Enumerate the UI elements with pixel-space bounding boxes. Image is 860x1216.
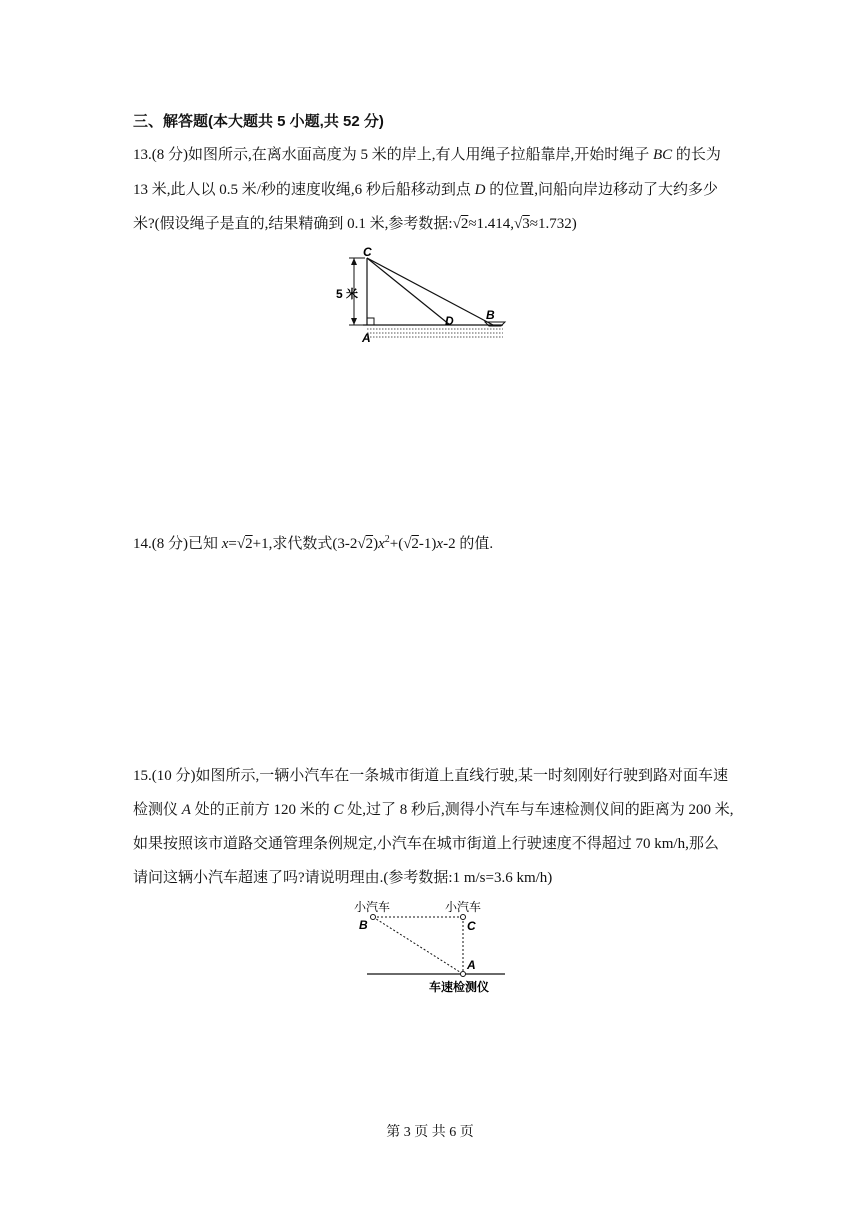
q15-line-4: 请问这辆小汽车超速了吗?请说明理由.(参考数据:1 m/s=3.6 km/h) — [133, 870, 553, 886]
q14-line: 14.(8 分)已知 x=√2+1,求代数式$(3-2√2)x^2+(√2-1)x-2$ 的值. — [133, 534, 494, 552]
section-heading: 三、解答题(本大题共 5 小题,共 52 分) — [133, 113, 384, 130]
arrow-up-icon — [351, 258, 357, 265]
label-height: 5 米 — [336, 287, 359, 301]
point-a — [461, 972, 466, 977]
point-c — [461, 915, 466, 920]
page-footer: 第 3 页 共 6 页 — [386, 1125, 474, 1140]
q15-line-3: 如果按照该市道路交通管理条例规定,小汽车在城市街道上行驶速度不得超过 70 km/h,那么 — [133, 836, 719, 852]
label-c: C — [363, 245, 372, 259]
segment-ba — [373, 917, 463, 974]
q15-figure — [345, 898, 515, 998]
q13-line-3: 米?(假设绳子是直的,结果精确到 0.1 米,参考数据:√2≈1.414,√3≈1.732) — [133, 216, 577, 232]
q13-figure — [335, 245, 520, 345]
q13-line-1: 13.(8 分)如图所示,在离水面高度为 5 米的岸上,有人用绳子拉船靠岸,开始时绳子 BC 的长为 — [133, 147, 721, 163]
q15-line-1: 15.(10 分)如图所示,一辆小汽车在一条城市街道上直线行驶,某一时刻刚好行驶到路对面车速 — [133, 768, 728, 784]
q13-line-2: 13 米,此人以 0.5 米/秒的速度收绳,6 秒后船移动到点 D 的位置,问船向岸边移动了大约多少 — [133, 182, 719, 198]
right-angle-mark — [367, 318, 374, 325]
label-a: A — [362, 331, 371, 345]
q15-line-2: 检测仪 A 处的正前方 120 米的 C 处,过了 8 秒后,测得小汽车与车速检测仪间的距离为 200 米, — [133, 802, 734, 818]
label-c: C — [467, 919, 476, 933]
label-b: B — [359, 918, 368, 932]
label-d: D — [445, 314, 454, 328]
detector-label: 车速检测仪 — [429, 980, 490, 994]
label-b: B — [486, 308, 495, 322]
segment-cd — [367, 258, 450, 325]
segment-cb — [367, 258, 493, 325]
point-b — [371, 915, 376, 920]
car-label-left: 小汽车 — [354, 900, 391, 914]
car-label-right: 小汽车 — [445, 900, 482, 914]
label-a: A — [467, 958, 476, 972]
arrow-down-icon — [351, 318, 357, 325]
